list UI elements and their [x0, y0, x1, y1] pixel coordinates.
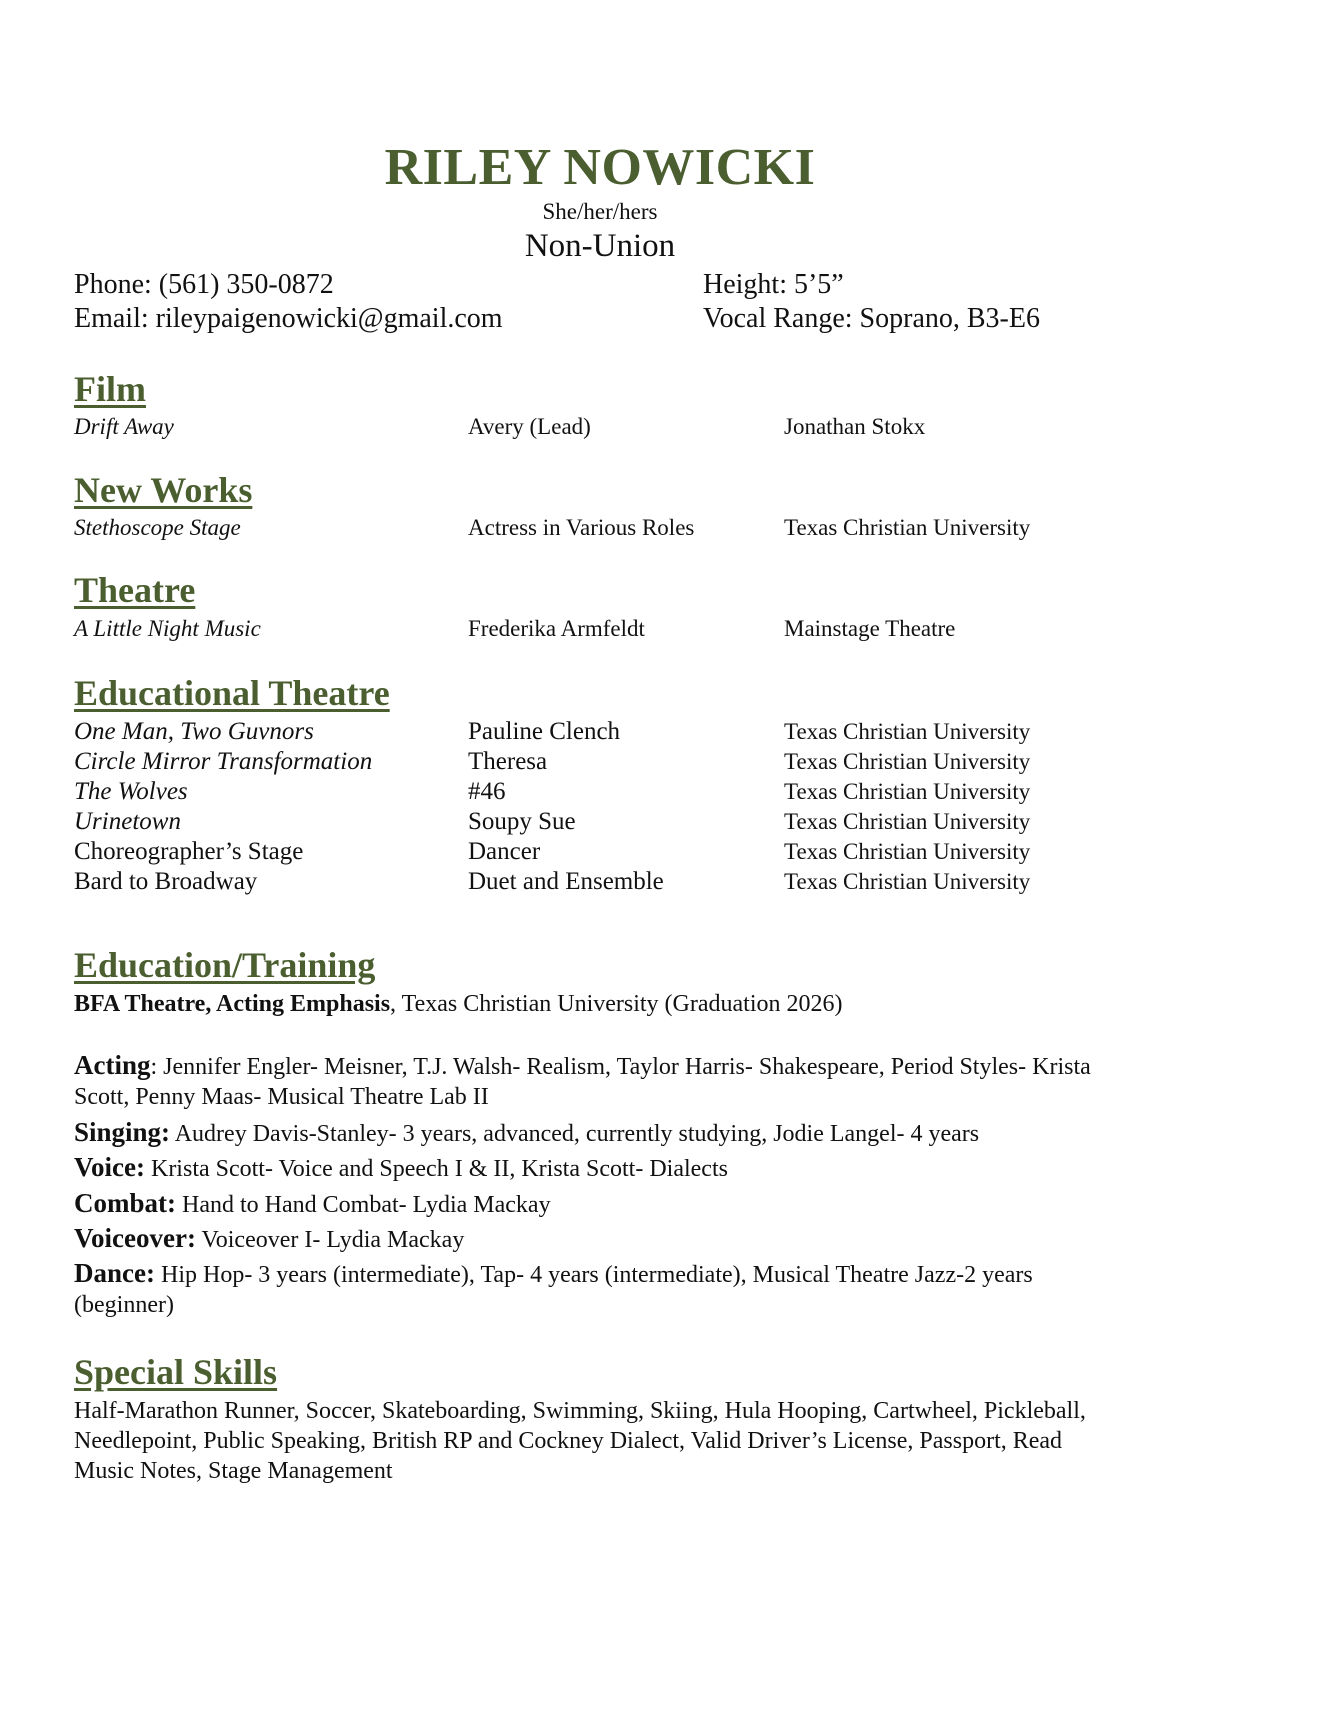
credit-role: Pauline Clench: [468, 718, 621, 745]
union-status: Non-Union: [524, 228, 676, 264]
credit-company: Texas Christian University: [784, 809, 1031, 834]
credit-company: Jonathan Stokx: [784, 414, 926, 439]
email: Email: rileypaigenowicki@gmail.com: [74, 303, 503, 334]
degree-name: BFA Theatre, Acting Emphasis: [74, 991, 391, 1017]
vocal-range: Vocal Range: Soprano, B3-E6: [703, 303, 1040, 334]
credit-company: Texas Christian University: [784, 869, 1031, 894]
special-skills-text: Half-Marathon Runner, Soccer, Skateboarding, Swimming, Skiing, Hula Hooping, Cartwheel, Pickleball, Needlepoint, Public Speaking, British RP and Cockney Dialect, Valid Driver’s License, Passport, Read Music Notes, Stage Management: [74, 1398, 1086, 1484]
section-title-educational-theatre: Educational Theatre: [74, 673, 390, 713]
section-title-film: Film: [74, 369, 146, 409]
credit-project: Urinetown: [74, 808, 181, 835]
training-dance: [74, 1258, 1094, 1320]
credit-company: Texas Christian University: [784, 719, 1031, 744]
training-combat: [74, 1188, 1094, 1220]
training-acting: [74, 1050, 1094, 1112]
training-text: Hand to Hand Combat- Lydia Mackay: [176, 1192, 551, 1218]
section-title-new-works: New Works: [74, 470, 253, 510]
degree-detail: , Texas Christian University (Graduation 2026): [390, 991, 843, 1017]
section-title-education-training: Education/Training: [74, 945, 376, 985]
pronouns: She/her/hers: [542, 199, 658, 224]
training-label: Dance:: [74, 1258, 155, 1288]
credit-role: Theresa: [468, 748, 548, 775]
training-voice: [74, 1152, 1094, 1184]
training-text: Jennifer Engler- Meisner, T.J. Walsh- Realism, Taylor Harris- Shakespeare, Period Styles- Krista Scott, Penny Maas- Musical Theatre Lab II: [74, 1054, 1091, 1110]
credit-company: Texas Christian University: [784, 515, 1031, 540]
degree-line: [74, 989, 1094, 1019]
credit-row: [0, 513, 1328, 543]
training-text: Hip Hop- 3 years (intermediate), Tap- 4 years (intermediate), Musical Theatre Jazz-2 years (beginner): [74, 1262, 1033, 1318]
training-singing: [74, 1117, 1094, 1149]
credit-row: [0, 717, 1328, 747]
credit-company: Mainstage Theatre: [784, 616, 956, 641]
training-label: Voice:: [74, 1152, 145, 1182]
training-label: Acting: [74, 1050, 151, 1080]
credit-project: The Wolves: [74, 778, 188, 805]
credit-role: Dancer: [468, 838, 541, 865]
training-voiceover: [74, 1223, 1094, 1255]
training-text: Krista Scott- Voice and Speech I & II, Krista Scott- Dialects: [144, 1156, 728, 1182]
credit-row: [0, 807, 1328, 837]
credit-row: [0, 747, 1328, 777]
credit-project: Circle Mirror Transformation: [74, 748, 373, 775]
training-text: Audrey Davis-Stanley- 3 years, advanced, currently studying, Jodie Langel- 4 years: [170, 1121, 980, 1147]
credit-row: [0, 777, 1328, 807]
credit-role: Avery (Lead): [468, 414, 591, 439]
training-text: Voiceover I- Lydia Mackay: [195, 1227, 465, 1253]
credit-role: Soupy Sue: [468, 808, 576, 835]
credit-project: One Man, Two Guvnors: [74, 718, 314, 745]
credit-project: Bard to Broadway: [74, 868, 258, 895]
section-title-theatre: Theatre: [74, 570, 196, 610]
credit-company: Texas Christian University: [784, 779, 1031, 804]
credit-role: Actress in Various Roles: [468, 515, 695, 540]
credit-project: Stethoscope Stage: [74, 515, 241, 540]
credit-company: Texas Christian University: [784, 749, 1031, 774]
training-label: Voiceover:: [74, 1223, 196, 1253]
credit-row: [0, 412, 1328, 442]
credit-role: #46: [468, 778, 506, 805]
credit-row: [0, 867, 1328, 897]
credit-company: Texas Christian University: [784, 839, 1031, 864]
phone: Phone: (561) 350-0872: [74, 269, 334, 300]
credit-project: Choreographer’s Stage: [74, 838, 304, 865]
section-title-special-skills: Special Skills: [74, 1352, 278, 1392]
actor-name: RILEY NOWICKI: [384, 139, 816, 196]
training-label: Combat:: [74, 1188, 176, 1218]
training-label: Singing:: [74, 1117, 171, 1147]
credit-role: Frederika Armfeldt: [468, 616, 645, 641]
credit-row: [0, 837, 1328, 867]
credit-role: Duet and Ensemble: [468, 868, 664, 895]
credit-row: [0, 614, 1328, 644]
training-sep: :: [150, 1054, 158, 1080]
credit-project: Drift Away: [74, 414, 174, 439]
credit-project: A Little Night Music: [74, 616, 261, 641]
height: Height: 5’5”: [703, 269, 844, 300]
